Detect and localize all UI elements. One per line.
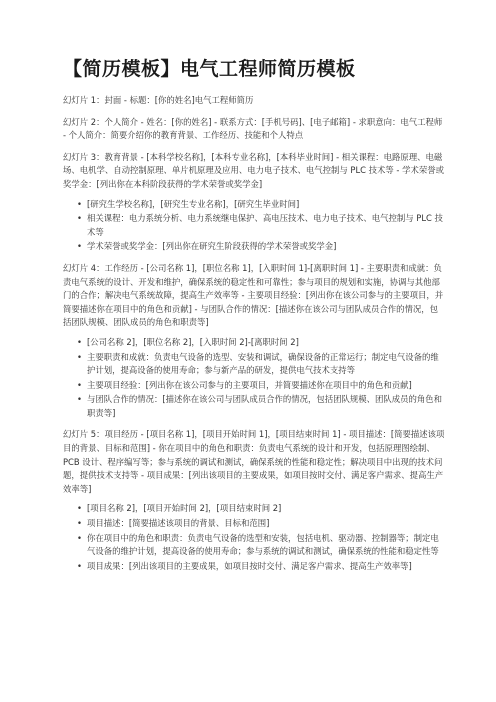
list-item: • 学术荣誉或奖学金：[列出你在研究生阶段获得的学术荣誉或奖学金] (77, 240, 446, 254)
slide-4-paragraph: 幻灯片 4：工作经历 - [公司名称 1]，[职位名称 1]，[入职时间 1]-[离职时间 1] - 主要职责和成就：负责电气系统的设计、开发和维护，确保系统的稳定性和可靠性；参与项目的规划和实施，协调与其他部门的合作；解决电气系统故障，提高生产效率等 - 主要项目经验：[列出你在该公司参与的主要项目，并简要描述你在项目中的角色和贡献] - 与团队合作的情况：[描述你在该公司与团队成员合作的情况，包括团队规模、团队成员的角色和职责等] (63, 262, 444, 328)
list-item: • 项目描述：[简要描述该项目的背景、目标和范围] (77, 517, 446, 531)
slide-1-paragraph: 幻灯片 1：封面 - 标题：[你的姓名]电气工程师简历 (63, 95, 254, 105)
list-item: • [项目名称 2]，[项目开始时间 2]，[项目结束时间 2] (77, 502, 446, 516)
page-title: 【简历模板】电气工程师简历模板 (63, 58, 356, 80)
list-item: • 你在项目中的角色和职责：负责电气设备的选型和安装，包括电机、驱动器、控制器等；制定电气设备的维护计划，提高设备的使用寿命；参与系统的调试和测试，确保系统的性能和稳定性等 (77, 532, 446, 559)
list-item: • [公司名称 2]，[职位名称 2]，[入职时间 2]-[离职时间 2] (77, 336, 446, 350)
list-item: • 项目成果：[列出该项目的主要成果，如项目按时交付、满足客户需求、提高生产效率等] (77, 560, 446, 574)
list-item: • 主要职责和成就：负责电气设备的选型、安装和调试，确保设备的正常运行；制定电气设备的维护计划，提高设备的使用寿命；参与新产品的研发，提供电气技术支持等 (77, 351, 446, 378)
slide-5-paragraph: 幻灯片 5：项目经历 - [项目名称 1]，[项目开始时间 1]，[项目结束时间 1] - 项目描述：[简要描述该项目的背景、目标和范围] - 你在项目中的角色和职责：负责电气系统的设计和开发，包括原理图绘制、PCB 设计、程序编写等；参与系统的调试和测试，确保系统的性能和稳定性；解决项目中出现的技术问题，提供技术支持等 - 项目成果：[列出该项目的主要成果，如项目按时交付、满足客户需求、提高生产效率等] (63, 429, 445, 494)
slide-3-paragraph: 幻灯片 3：教育背景 - [本科学校名称]，[本科专业名称]，[本科毕业时间] - 相关课程：电路原理、电磁场、电机学、自动控制原理、单片机原理及应用、电力电子技术、电气控制与 PLC 技术等 - 学术荣誉或奖学金：[列出你在本科阶段获得的学术荣誉或奖学金] (63, 151, 444, 189)
list-item: • 主要项目经验：[列出你在该公司参与的主要项目，并简要描述你在项目中的角色和贡献] (77, 379, 446, 393)
slide-2-paragraph: 幻灯片 2：个人简介 - 姓名：[你的姓名] - 联系方式：[手机号码]、[电子邮箱] - 求职意向：电气工程师 - 个人简介：简要介绍你的教育背景、工作经历、技能和个人特点 (63, 116, 443, 141)
slide-3-bullet-list (63, 198, 446, 254)
slide-4-bullet-list (63, 336, 446, 421)
list-item: • 与团队合作的情况：[描述你在该公司与团队成员合作的情况，包括团队规模、团队成员的角色和职责等] (77, 393, 446, 420)
list-item: • 相关课程：电力系统分析、电力系统继电保护、高电压技术、电力电子技术、电气控制与 PLC 技术等 (77, 212, 446, 239)
slide-5-bullet-list (63, 502, 446, 573)
list-item: • [研究生学校名称]，[研究生专业名称]，[研究生毕业时间] (77, 198, 446, 212)
